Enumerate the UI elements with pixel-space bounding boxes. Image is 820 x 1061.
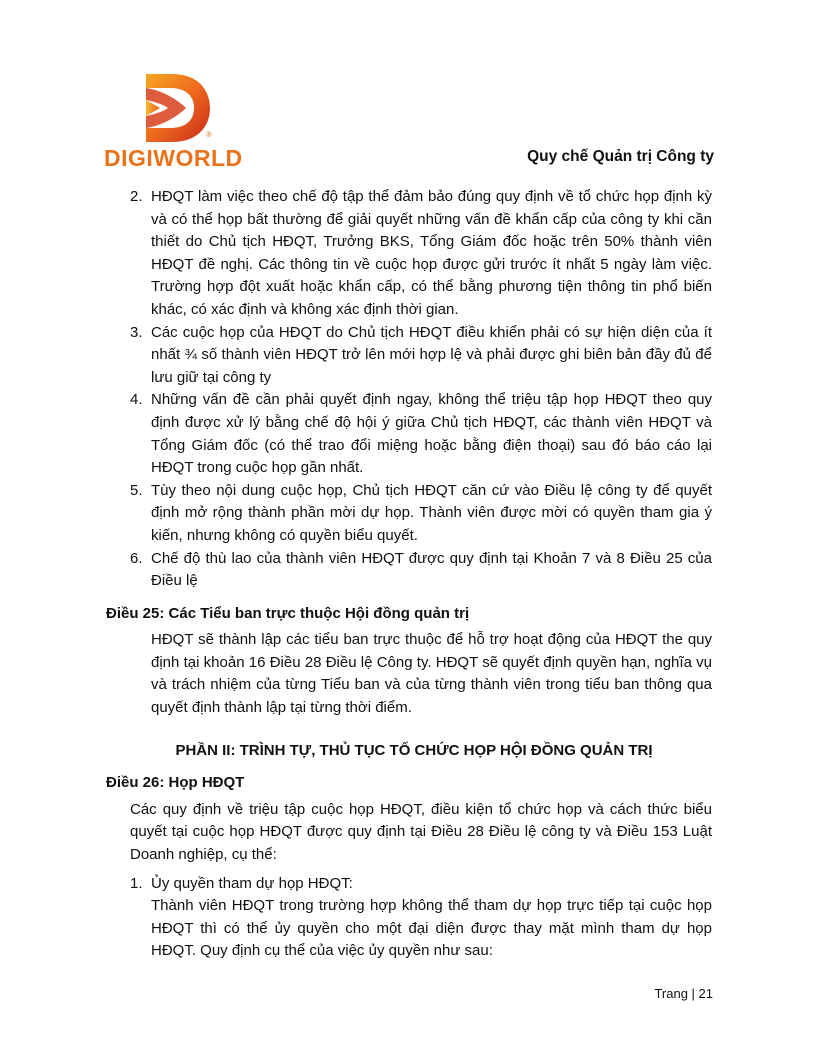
- registered-mark: ®: [206, 130, 212, 139]
- item-body: Thành viên HĐQT trong trường hợp không thể tham dự họp trực tiếp tại cuộc họp HĐQT thì có thể ủy quyền cho một đại diện được thay mặt mình tham dự họp HĐQT. Quy định cụ thể của việc ủy quyền như sau:: [151, 897, 712, 960]
- list-item-number: 6.: [130, 549, 143, 567]
- list-item-text: Tùy theo nội dung cuộc họp, Chủ tịch HĐQT căn cứ vào Điều lệ công ty để quyết định mở rộng thành phần mời dự họp. Thành viên được mời có quyền tham gia ý kiến, nhưng không có quyền biểu quyết.: [151, 481, 712, 544]
- list-item-number: 3.: [130, 323, 143, 341]
- list-item-number: 2.: [130, 188, 143, 205]
- article-25-body: HĐQT sẽ thành lập các tiểu ban trực thuộc để hỗ trợ hoạt động của HĐQT the quy định tại khoản 16 Điều 28 Điều lệ Công ty. HĐQT sẽ quyết định quyền hạn, nghĩa vụ và trách nhiệm của từng Tiểu ban và của từng thành viên trong tiểu ban thông qua quyết định thành lập tại từng thời điểm.: [151, 631, 712, 717]
- list-item-number: 4.: [130, 391, 143, 409]
- list-item: [106, 186, 712, 322]
- list-item: [106, 480, 712, 548]
- list-item-text: Các cuộc họp của HĐQT do Chủ tịch HĐQT điều khiển phải có sự hiện diện của ít nhất ¾ số thành viên HĐQT trở lên mới hợp lệ và phải được ghi biên bản đầy đủ để lưu giữ tại công ty: [151, 323, 712, 386]
- list-item-text: Chế độ thù lao của thành viên HĐQT được quy định tại Khoản 7 và 8 Điều 25 của Điều lệ: [151, 549, 712, 590]
- numbered-list: [106, 186, 712, 593]
- list-item: [106, 322, 712, 390]
- list-item-text: HĐQT làm việc theo chế độ tập thể đảm bảo đúng quy định về tổ chức họp định kỳ và có thể họp bất thường để giải quyết những vấn đề khẩn cấp của công ty khi cần thiết do Chủ tịch HĐQT, Trưởng BKS, Tổng Giám đốc hoặc trên 50% thành viên HĐQT đề nghị. Các thông tin về cuộc họp được gửi trước ít nhất 5 ngày làm việc. Trường hợp đột xuất hoặc khẩn cấp, có thể bằng phương tiện thông tin phổ biến khác, có xác định và không xác định thời gian.: [151, 188, 712, 318]
- digiworld-d-icon: [142, 72, 212, 144]
- document-header-title: Quy chế Quản trị Công ty: [527, 148, 714, 165]
- list-item: [106, 389, 712, 479]
- logo-wordmark: DIGIWORLD: [104, 145, 243, 171]
- item-title: Ủy quyền tham dự họp HĐQT:: [151, 874, 353, 892]
- list-item-text: Những vấn đề cần phải quyết định ngay, không thể triệu tập họp HĐQT theo quy định được xử lý bằng chế độ hội ý giữa Chủ tịch HĐQT, các thành viên HĐQT và Tổng Giám đốc (có thể trao đổi miệng hoặc bằng điện thoại) sau đó báo cáo lại HĐQT trong cuộc họp gần nhất.: [151, 391, 712, 477]
- part-2-title: PHẦN II: TRÌNH TỰ, THỦ TỤC TỔ CHỨC HỌP HỘI ĐỒNG QUẢN TRỊ: [175, 741, 653, 759]
- company-logo: [104, 72, 254, 172]
- list-item: [106, 548, 712, 593]
- list-item-number: 5.: [130, 481, 143, 499]
- article-26-intro: Các quy định về triệu tập cuộc họp HĐQT, điều kiện tổ chức họp và cách thức biểu quyết tại cuộc họp HĐQT được quy định tại Điều 28 Điều lệ công ty và Điều 153 Luật Doanh nghiệp, cụ thể:: [130, 800, 712, 864]
- article-26-heading: Điều 26: Họp HĐQT: [106, 774, 245, 792]
- page-number: Trang | 21: [654, 986, 713, 1001]
- article-25-heading: Điều 25: Các Tiểu ban trực thuộc Hội đồng quản trị: [106, 604, 470, 622]
- list-item-number: 1.: [130, 874, 143, 892]
- document-body: [106, 186, 712, 963]
- article-26-item-1: [106, 873, 712, 963]
